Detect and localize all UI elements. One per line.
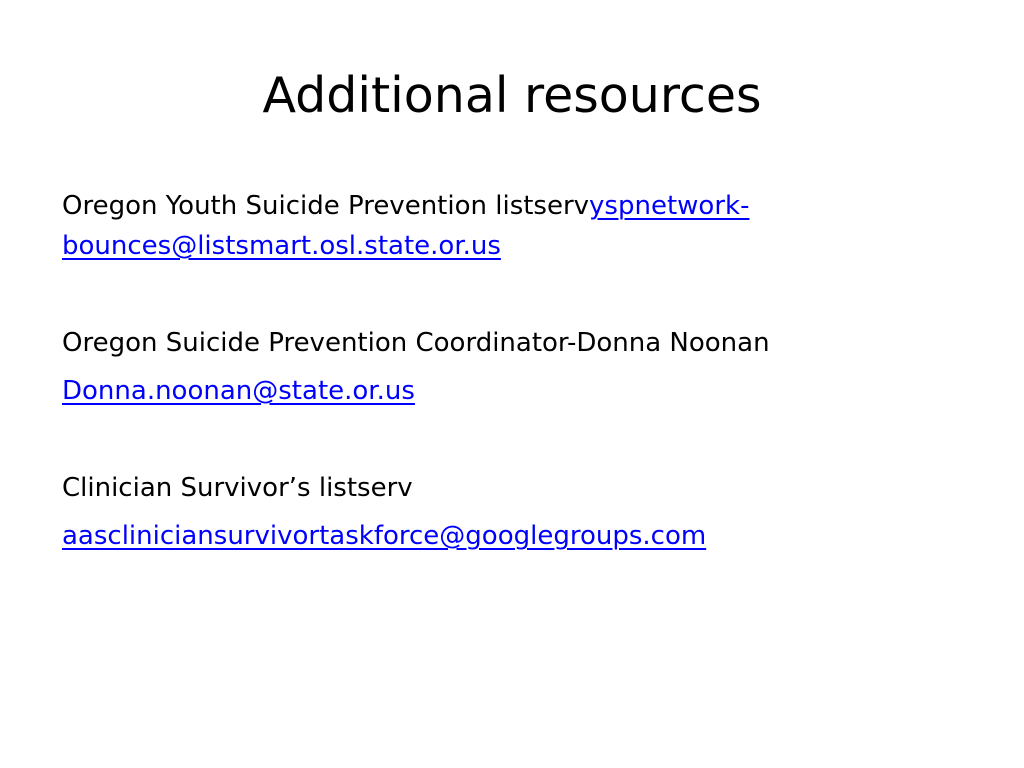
resource-coordinator [62, 371, 902, 411]
spacer [62, 411, 902, 468]
resource-clinician-email-link[interactable]: aascliniciansurvivortaskforce@googlegroups.com [62, 521, 707, 551]
resource-clinician [62, 516, 902, 556]
resource-coordinator-email-link[interactable]: Donna.noonan@state.or.us [62, 376, 415, 406]
slide-body [62, 186, 902, 556]
spacer [62, 363, 902, 371]
resource-coordinator-label: Oregon Suicide Prevention Coordinator-Donna Noonan [62, 328, 770, 358]
resource-youth-email-link[interactable]: yspnetwork-bounces@listsmart.osl.state.or.us [62, 191, 750, 261]
spacer [62, 508, 902, 516]
resource-youth-label: Oregon Youth Suicide Prevention listserv [62, 191, 590, 221]
resource-youth-listserv [62, 186, 902, 266]
resource-clinician-label: Clinician Survivor’s listserv [62, 473, 413, 503]
spacer [62, 266, 902, 323]
slide-title: Additional resources [262, 67, 762, 124]
